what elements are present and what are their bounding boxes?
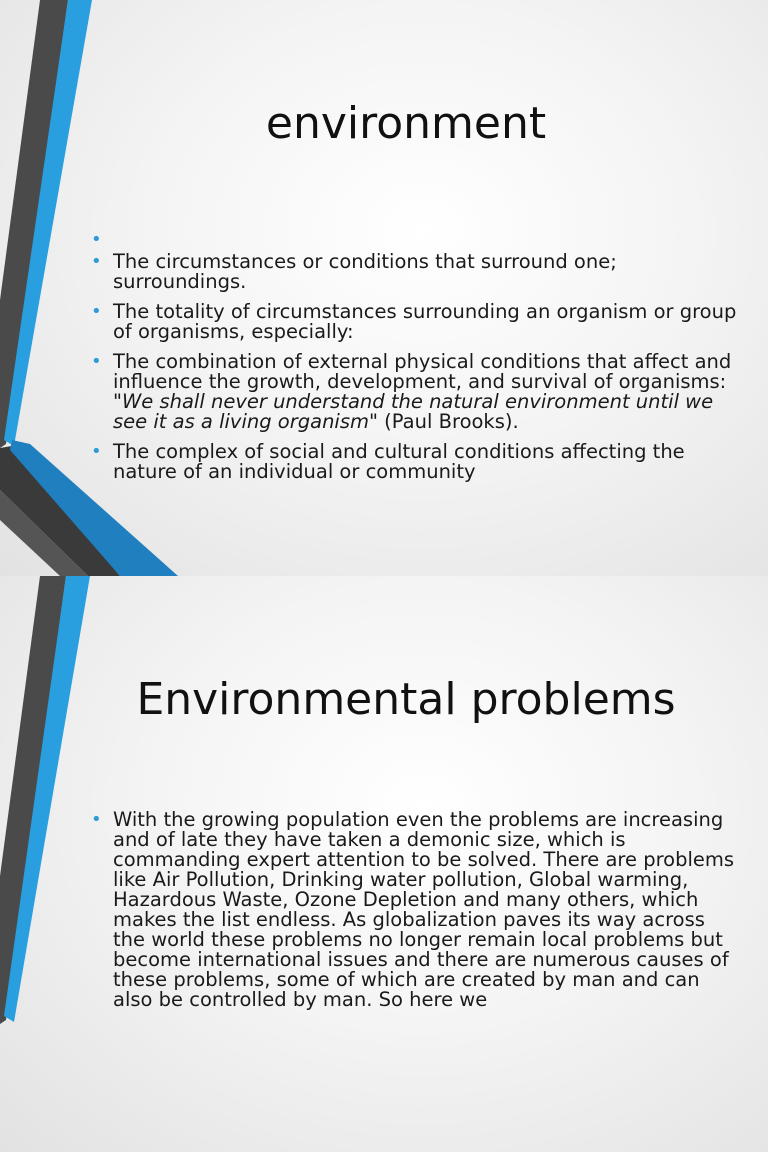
bullet-list bbox=[91, 808, 743, 1020]
bullet-dot-icon: • bbox=[91, 301, 102, 322]
bullet-item-empty bbox=[91, 229, 743, 252]
bullet-item: • The circumstances or conditions that surround one; surroundings. bbox=[91, 250, 617, 293]
slide-title: environment bbox=[265, 98, 547, 149]
bullet-dot-icon: • bbox=[91, 251, 102, 272]
slide-title: Environmental problems bbox=[136, 674, 676, 725]
bullet-list bbox=[91, 229, 743, 492]
bullet-item: • The complex of social and cultural conditions affecting the nature of an individual or community bbox=[91, 440, 685, 483]
bullet-dot-icon: • bbox=[91, 809, 102, 830]
quote-text: We shall never understand the natural environment until we see it as a living organism bbox=[113, 390, 714, 433]
bullet-item: • The combination of external physical conditions that affect and influence the growth, development, and survival of organisms: "We shall never understand the natural environment until we see it as a living organism" (Paul Brooks). bbox=[91, 350, 732, 433]
dark-band bbox=[0, 0, 68, 448]
bullet-dot-icon: • bbox=[91, 441, 102, 462]
slide-environmental-problems bbox=[0, 576, 768, 1152]
bullet-dot-icon: • bbox=[91, 229, 102, 250]
bullet-item: • With the growing population even the problems are increasing and of late they have taken a demonic size, which is commanding expert attention to be solved. There are problems like Air Pollution, Drinking water pollution, Global warming, Hazardous Waste, Ozone Depletion and many others, which makes the list endless. As globalization paves its way across the world these problems no longer remain local problems but become international issues and there are numerous causes of these problems, some of which are created by man and can also be controlled by man. So here we bbox=[91, 808, 735, 1011]
bullet-dot-icon: • bbox=[91, 351, 102, 372]
bullet-item: • The totality of circumstances surrounding an organism or group of organisms, especially: bbox=[91, 300, 737, 343]
dark-band bbox=[0, 576, 66, 1024]
